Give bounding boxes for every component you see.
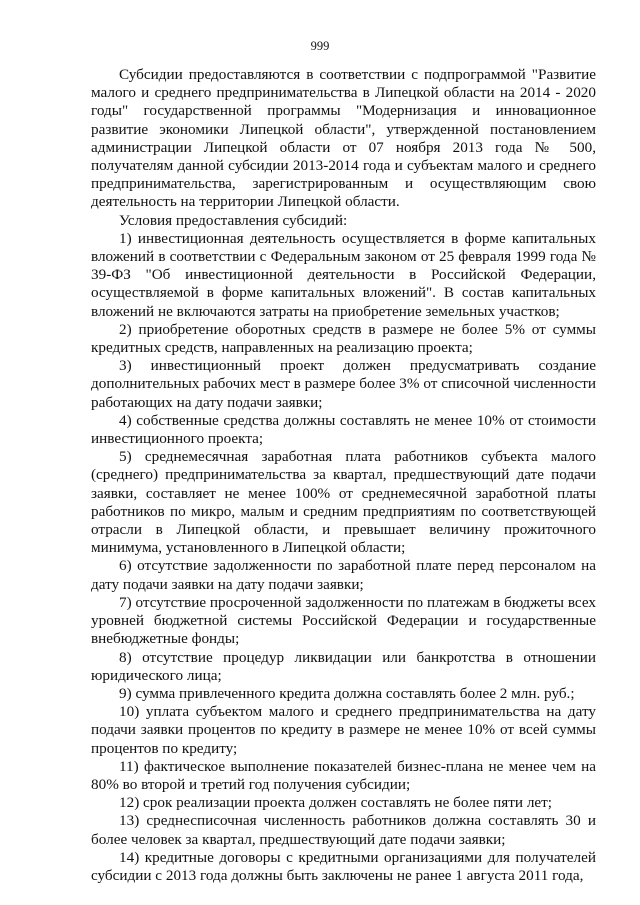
conditions-heading: Условия предоставления субсидий: — [119, 211, 348, 229]
condition-item: 11) фактическое выполнение показателей бизнес-плана не менее чем на 80% во второй и третий год получения субсидии; — [91, 757, 596, 793]
condition-item: 8) отсутствие процедур ликвидации или банкротства в отношении юридического лица; — [91, 648, 596, 684]
condition-item: 5) среднемесячная заработная плата работников субъекта малого (среднего) предпринимательства за квартал, предшествующий дате подачи заявки, составляет не менее 100% от среднемесячной заработной платы работников по микро, малым и средним предприятиям по соответствующей отрасли в Липецкой области, и превышает величину прожиточного минимума, установленного в Липецкой области; — [91, 448, 596, 557]
condition-item: 14) кредитные договоры с кредитными организациями для получателей субсидии с 2013 года должны быть заключены не ранее 1 августа 2011 года, — [91, 848, 596, 884]
document-body — [91, 66, 596, 885]
condition-item: 1) инвестиционная деятельность осуществляется в форме капитальных вложений в соответствии с Федеральным законом от 25 февраля 1999 года № 39-ФЗ "Об инвестиционной деятельности в Российской Федерации, осуществляемой в форме капитальных вложений". В состав капитальных вложений не включаются затраты на приобретение земельных участков; — [91, 229, 596, 320]
condition-item: 9) сумма привлеченного кредита должна составлять более 2 млн. руб.; — [119, 684, 575, 702]
condition-item: 13) среднесписочная численность работников должна составлять 30 и более человек за квартал, предшествующий дате подачи заявки; — [91, 812, 596, 848]
page-number: 999 — [310, 39, 330, 53]
condition-item: 10) уплата субъектом малого и среднего предпринимательства на дату подачи заявки процентов по кредиту в размере не менее 10% от всей суммы процентов по кредиту; — [91, 703, 596, 757]
condition-item: 3) инвестиционный проект должен предусматривать создание дополнительных рабочих мест в размере более 3% от списочной численности работающих на дату подачи заявки; — [91, 357, 596, 411]
condition-item: 6) отсутствие задолженности по заработной плате перед персоналом на дату подачи заявки на дату подачи заявки; — [91, 557, 596, 593]
condition-item: 2) приобретение оборотных средств в размере не более 5% от суммы кредитных средств, направленных на реализацию проекта; — [91, 320, 596, 357]
condition-item: 7) отсутствие просроченной задолженности по платежам в бюджеты всех уровней бюджетной системы Российской Федерации и государственные внебюджетные фонды; — [91, 593, 596, 648]
condition-item: 12) срок реализации проекта должен составлять не более пяти лет; — [119, 794, 553, 812]
condition-item: 4) собственные средства должны составлять не менее 10% от стоимости инвестиционного проекта; — [91, 411, 596, 448]
intro-paragraph: Субсидии предоставляются в соответствии с подпрограммой "Развитие малого и среднего предпринимательства в Липецкой области на 2014 - 2020 годы" государственной программы "Модернизация и инновационное развитие экономики Липецкой области", утвержденной постановлением администрации Липецкой области от 07 ноября 2013 года № 500, получателям данной субсидии 2013-2014 года и субъектам малого и среднего предпринимательства, зарегистрированным и осуществляющим свою деятельность на территории Липецкой области. — [91, 66, 596, 211]
